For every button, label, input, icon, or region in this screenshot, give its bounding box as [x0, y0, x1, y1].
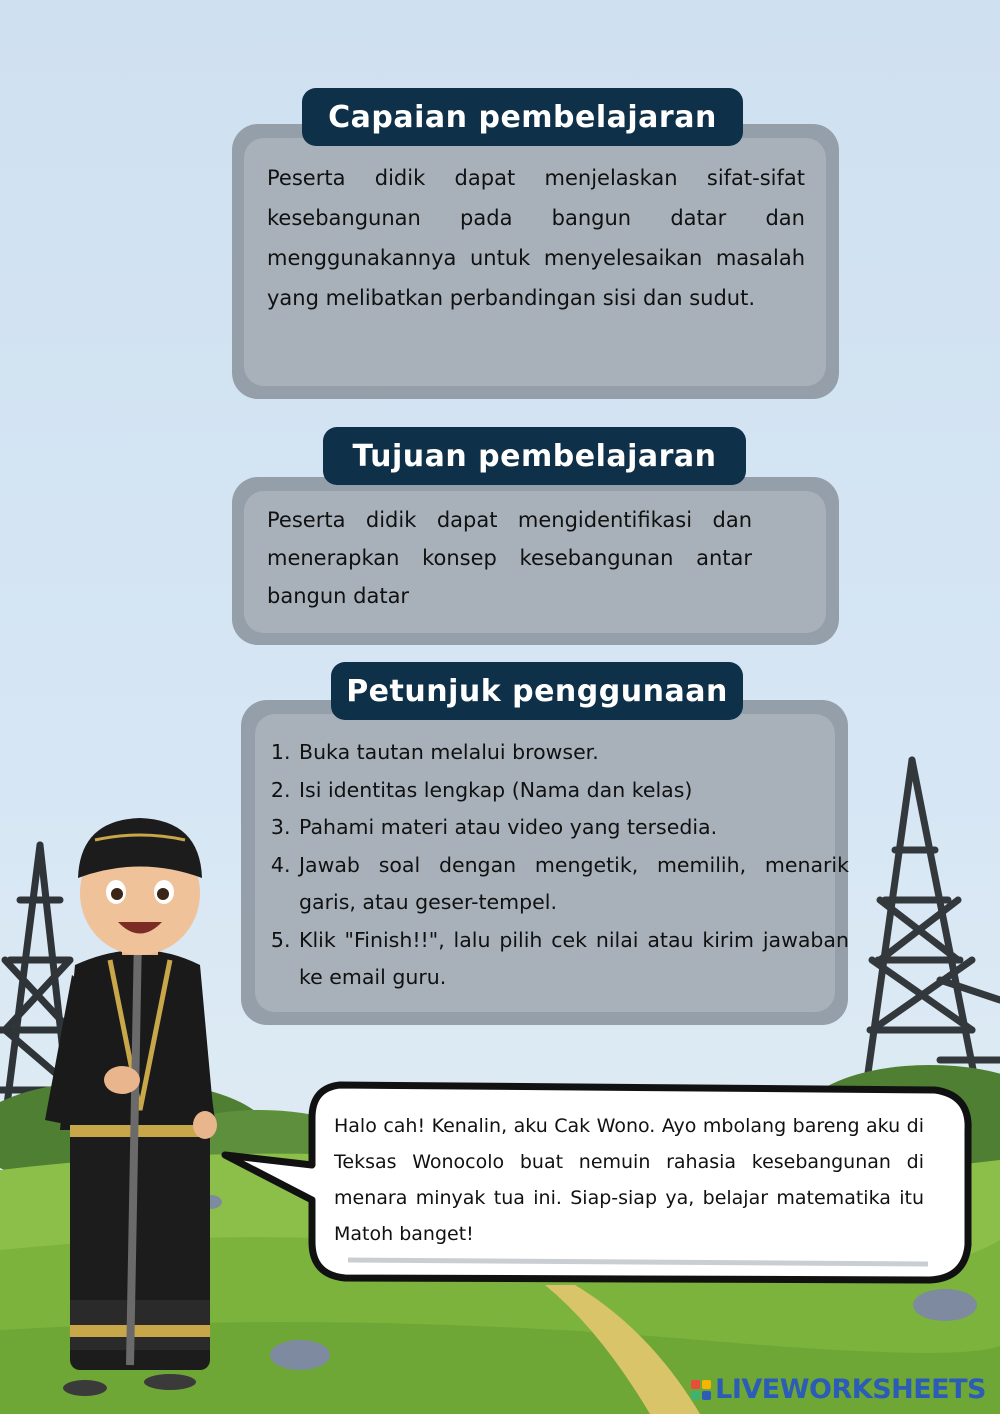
liveworksheets-logo-text: LIVEWORKSHEETS [715, 1374, 986, 1405]
capaian-card [232, 124, 839, 399]
capaian-title: Capaian pembelajaran [302, 88, 743, 146]
capaian-text: Peserta didik dapat menjelaskan sifat-sifat kesebangunan pada bangun datar dan menggunakannya untuk menyelesaikan masalah yang melibatkan perbandingan sisi dan sudut. [267, 166, 805, 310]
petunjuk-steps-list [267, 734, 849, 997]
petunjuk-card [241, 700, 848, 1025]
step-item: 4. Jawab soal dengan mengetik, memilih, menarik garis, atau geser-tempel. [297, 847, 849, 922]
liveworksheets-logo-icon [691, 1380, 711, 1400]
tujuan-title: Tujuan pembelajaran [323, 427, 746, 485]
speech-bubble-text: Halo cah! Kenalin, aku Cak Wono. Ayo mbolang bareng aku di Teksas Wonocolo buat nemuin rahasia kesebangunan di menara minyak tua ini. Siap-siap ya, belajar matematika itu Matoh banget! [334, 1115, 924, 1245]
tujuan-card [232, 477, 839, 645]
step-item: 2. Isi identitas lengkap (Nama dan kelas) [297, 772, 849, 810]
step-item: 1. Buka tautan melalui browser. [297, 734, 849, 772]
petunjuk-title: Petunjuk penggunaan [331, 662, 743, 720]
cak-wono-character-illustration [45, 818, 217, 1396]
tujuan-text: Peserta didik dapat mengidentifikasi dan menerapkan konsep kesebangunan antar bangun datar [267, 508, 752, 608]
liveworksheets-logo [691, 1374, 986, 1405]
step-item: 5. Klik "Finish!!", lalu pilih cek nilai atau kirim jawaban ke email guru. [297, 922, 849, 997]
step-item: 3. Pahami materi atau video yang tersedia. [297, 809, 849, 847]
